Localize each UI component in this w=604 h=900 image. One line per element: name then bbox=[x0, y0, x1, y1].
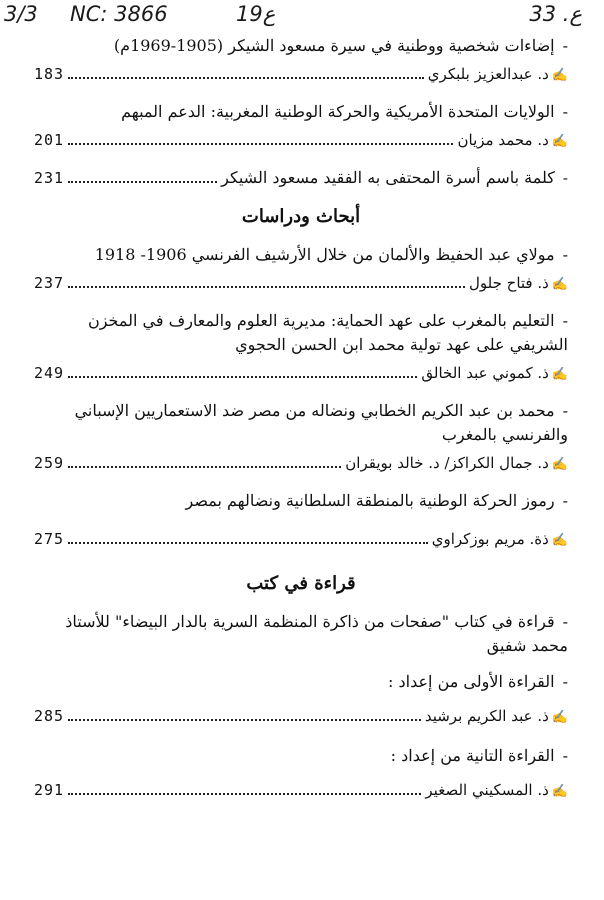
author-row bbox=[34, 361, 568, 387]
dot-leader bbox=[68, 143, 453, 145]
page-number: 275 bbox=[34, 530, 65, 548]
reading-first-label bbox=[34, 670, 568, 694]
dot-leader bbox=[68, 286, 465, 288]
entry-author: د. محمد مزيان bbox=[457, 131, 549, 149]
pen-icon: ✍ bbox=[551, 710, 568, 725]
entry-title bbox=[34, 610, 568, 658]
page-number: 237 bbox=[34, 274, 65, 292]
toc-entry bbox=[34, 489, 568, 553]
page-number: 183 bbox=[34, 65, 65, 83]
reading-entry bbox=[34, 610, 568, 658]
dash-marker: - bbox=[562, 746, 568, 765]
entry-title-text: رموز الحركة الوطنية بالمنطقة السلطانية ونضالهم بمصر bbox=[185, 491, 555, 510]
pen-icon: ✍ bbox=[551, 277, 568, 292]
toc-entry bbox=[34, 34, 568, 88]
entry-title bbox=[34, 34, 568, 58]
dot-leader bbox=[68, 466, 341, 468]
dash-marker: - bbox=[562, 311, 568, 330]
author-row bbox=[34, 527, 568, 553]
reading-second-label bbox=[34, 744, 568, 768]
entry-title bbox=[34, 309, 568, 357]
author-row bbox=[34, 451, 568, 477]
dash-marker: - bbox=[562, 245, 568, 264]
handwritten-fraction: 3/3 bbox=[4, 2, 38, 26]
entry-title-text: كلمة باسم أسرة المحتفى به الفقيد مسعود الشيكر bbox=[221, 168, 555, 187]
dash-marker: - bbox=[562, 102, 568, 121]
dash-marker: - bbox=[562, 672, 568, 691]
dot-leader bbox=[68, 719, 421, 721]
table-of-contents bbox=[34, 34, 568, 804]
dot-leader bbox=[68, 376, 417, 378]
author-row bbox=[34, 62, 568, 88]
entry-title-text: إضاءات شخصية ووطنية في سيرة مسعود الشيكر (1905-1969م) bbox=[113, 36, 555, 55]
section-heading-reading: قراءة في كتب bbox=[246, 573, 356, 594]
entry-author: د. عبدالعزيز بلبكري bbox=[427, 65, 549, 83]
dot-leader bbox=[68, 181, 217, 183]
author-row bbox=[34, 704, 568, 730]
pen-icon: ✍ bbox=[551, 367, 568, 382]
page-number: 291 bbox=[34, 781, 65, 799]
author-row bbox=[34, 778, 568, 804]
page-number: 201 bbox=[34, 131, 65, 149]
dash-marker: - bbox=[562, 36, 568, 55]
author-row bbox=[34, 271, 568, 297]
pen-icon: ✍ bbox=[551, 457, 568, 472]
entry-title-text: الولايات المتحدة الأمريكية والحركة الوطنية المغربية: الدعم المبهم bbox=[121, 102, 555, 121]
entry-title-text: محمد بن عبد الكريم الخطابي ونضاله من مصر ضد الاستعماريين الإسباني والفرنسي بالمغرب bbox=[74, 401, 568, 444]
dash-marker: - bbox=[562, 612, 568, 631]
handwritten-catalog-code: NC: 3866 bbox=[70, 2, 168, 26]
label-text: القراءة التانية من إعداد : bbox=[390, 746, 555, 765]
title-row bbox=[34, 166, 568, 190]
dot-leader bbox=[68, 793, 421, 795]
handwritten-number: ع19 bbox=[236, 2, 276, 26]
entry-title bbox=[34, 243, 568, 267]
entry-author: ذ. كموني عبد الخالق bbox=[421, 364, 549, 382]
pen-icon: ✍ bbox=[551, 784, 568, 799]
entry-author: ذ. فتاح جلول bbox=[468, 274, 549, 292]
entry-author: ذ. عبد الكريم برشيد bbox=[424, 707, 549, 725]
section-heading-research: أبحاث ودراسات bbox=[241, 206, 361, 227]
page-number: 231 bbox=[34, 169, 65, 187]
label-text: القراءة الأولى من إعداد : bbox=[388, 672, 555, 691]
entry-author: ذ. المسكيني الصغير bbox=[425, 781, 549, 799]
entry-author: ذة. مريم بوزكراوي bbox=[431, 530, 549, 548]
entry-title-text: مولاي عبد الحفيظ والألمان من خلال الأرشيف الفرنسي 1906- 1918 bbox=[94, 245, 555, 264]
entry-author: د. جمال الكراكز/ د. خالد بويقران bbox=[345, 454, 549, 472]
toc-entry bbox=[34, 100, 568, 154]
entry-title bbox=[34, 489, 568, 513]
author-row bbox=[34, 128, 568, 154]
entry-title bbox=[34, 399, 568, 447]
toc-entry bbox=[34, 309, 568, 387]
dot-leader bbox=[68, 542, 428, 544]
dash-marker: - bbox=[562, 491, 568, 510]
toc-entry bbox=[34, 243, 568, 297]
handwritten-issue: ع. 33 bbox=[529, 2, 582, 26]
dash-marker: - bbox=[562, 401, 568, 420]
entry-title-text: قراءة في كتاب "صفحات من ذاكرة المنظمة السرية بالدار البيضاء" للأستاذ محمد شفيق bbox=[65, 612, 568, 655]
dot-leader bbox=[68, 77, 424, 79]
page-number: 249 bbox=[34, 364, 65, 382]
page-number: 285 bbox=[34, 707, 65, 725]
pen-icon: ✍ bbox=[551, 134, 568, 149]
pen-icon: ✍ bbox=[551, 533, 568, 548]
entry-title bbox=[34, 100, 568, 124]
entry-title-text: التعليم بالمغرب على عهد الحماية: مديرية العلوم والمعارف في المخزن الشريفي على عهد تولية محمد ابن الحسن الحجوي bbox=[87, 311, 568, 354]
toc-entry bbox=[34, 399, 568, 477]
page-number: 259 bbox=[34, 454, 65, 472]
toc-entry bbox=[34, 166, 568, 190]
pen-icon: ✍ bbox=[551, 68, 568, 83]
dash-marker: - bbox=[562, 169, 568, 187]
